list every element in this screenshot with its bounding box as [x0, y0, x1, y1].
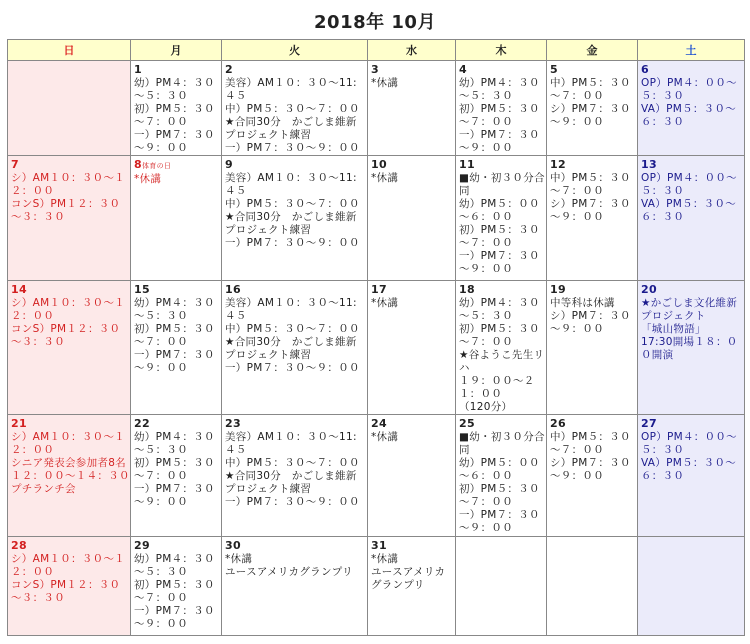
- day-number: 21: [11, 417, 27, 430]
- day-number: 24: [371, 417, 387, 430]
- day-cell-14[interactable]: [8, 281, 131, 415]
- schedule-entry: （120分）: [459, 401, 513, 413]
- schedule-entry: VA）PM５：３０～６：３０: [641, 457, 737, 482]
- day-number: 7: [11, 158, 19, 171]
- schedule-entry: 一）PM７：３０～９：００: [225, 496, 360, 508]
- day-number: 22: [134, 417, 150, 430]
- day-header: [371, 539, 455, 553]
- day-cell-4[interactable]: [456, 61, 547, 156]
- day-cell-25[interactable]: [456, 415, 547, 537]
- day-cell-28[interactable]: [8, 537, 131, 636]
- day-number: 9: [225, 158, 233, 171]
- schedule-entry: 中）PM５：３０～７：００: [550, 77, 631, 102]
- day-header: [550, 283, 637, 297]
- schedule-entry: シ）PM７：３０～９：００: [550, 310, 631, 335]
- day-cell-19[interactable]: [547, 281, 638, 415]
- day-cell-23[interactable]: [222, 415, 368, 537]
- schedule-entry: シ）PM７：３０～９：００: [550, 457, 631, 482]
- schedule-entry: 一）PM７：３０～９：００: [459, 129, 540, 154]
- schedule-entry: 一）PM７：３０～９：００: [134, 129, 215, 154]
- schedule-entry: １２：００～１４：３０プチランチ会: [11, 470, 130, 495]
- schedule-entry: 中）PM５：３０～７：００: [550, 172, 631, 197]
- schedule-entry: シニア発表会参加者8名: [11, 457, 126, 469]
- day-cell-20[interactable]: [638, 281, 745, 415]
- schedule-entry: 一）PM７：３０～９：００: [459, 250, 540, 275]
- day-header: [225, 283, 367, 297]
- day-number: 3: [371, 63, 379, 76]
- weekday-header-wed: 水: [368, 40, 456, 61]
- schedule-entry: 一）PM７：３０～９：００: [459, 509, 540, 534]
- day-number: 19: [550, 283, 566, 296]
- schedule-entry: 幼）PM４：３０～５：３０: [134, 431, 215, 456]
- day-header: [134, 283, 221, 297]
- schedule-entry: 一）PM７：３０～９：００: [225, 142, 360, 154]
- day-number: 28: [11, 539, 27, 552]
- day-cell-9[interactable]: [222, 156, 368, 281]
- day-header: [371, 63, 455, 77]
- schedule-entry: 初）PM５：３０～７：００: [459, 103, 540, 128]
- week-row: [8, 537, 745, 636]
- schedule-entry: 「城山物語」: [641, 323, 706, 335]
- day-cell-16[interactable]: [222, 281, 368, 415]
- schedule-entry: *休講: [371, 553, 399, 565]
- schedule-entry: 幼）PM４：３０～５：３０: [134, 297, 215, 322]
- day-cell-21[interactable]: [8, 415, 131, 537]
- day-cell-12[interactable]: [547, 156, 638, 281]
- day-cell-31[interactable]: [368, 537, 456, 636]
- day-header: [11, 539, 130, 553]
- schedule-entry: *休講: [134, 173, 162, 185]
- day-number: 16: [225, 283, 241, 296]
- day-cell-6[interactable]: [638, 61, 745, 156]
- week-row: [8, 281, 745, 415]
- day-number: 8: [134, 158, 142, 171]
- day-number: 15: [134, 283, 150, 296]
- schedule-entry: ★合同30分 かごしま維新プロジェクト練習: [225, 211, 357, 236]
- schedule-entry: 中）PM５：３０～７：００: [225, 323, 360, 335]
- day-header: [371, 158, 455, 172]
- weekday-header-row: [8, 40, 745, 61]
- day-number: 26: [550, 417, 566, 430]
- schedule-entry: 初）PM５：３０～７：００: [459, 483, 540, 508]
- day-number: 23: [225, 417, 241, 430]
- schedule-entry: シ）AM１０：３０～１２：００: [11, 553, 126, 578]
- day-cell-5[interactable]: [547, 61, 638, 156]
- day-number: 18: [459, 283, 475, 296]
- day-cell-22[interactable]: [131, 415, 222, 537]
- day-header: [134, 63, 221, 77]
- empty-day-cell: [456, 537, 547, 636]
- schedule-entry: ★合同30分 かごしま維新プロジェクト練習: [225, 336, 357, 361]
- schedule-entry: 幼）PM５：００～６：００: [459, 457, 540, 482]
- day-header: [11, 417, 130, 431]
- schedule-entry: 幼）PM４：３０～５：３０: [459, 297, 540, 322]
- weekday-header-sat: 土: [638, 40, 745, 61]
- schedule-entry: 美容）AM１０：３０～11:４５: [225, 297, 357, 322]
- schedule-entry: 初）PM５：３０～７：００: [134, 103, 215, 128]
- day-cell-27[interactable]: [638, 415, 745, 537]
- day-header: [225, 158, 367, 172]
- day-number: 1: [134, 63, 142, 76]
- schedule-entry: 中）PM５：３０～７：００: [225, 198, 360, 210]
- empty-day-cell: [8, 61, 131, 156]
- day-number: 11: [459, 158, 475, 171]
- day-cell-26[interactable]: [547, 415, 638, 537]
- schedule-entry: OP）PM４：００～５：３０: [641, 172, 737, 197]
- schedule-entry: VA）PM５：３０～６：３０: [641, 198, 737, 223]
- day-header: [641, 417, 744, 431]
- weekday-header-sun: 日: [8, 40, 131, 61]
- schedule-entry: OP）PM４：００～５：３０: [641, 77, 737, 102]
- schedule-entry: シ）AM１０：３０～１２：００: [11, 297, 126, 322]
- schedule-entry: 美容）AM１０：３０～11:４５: [225, 172, 357, 197]
- day-number: 30: [225, 539, 241, 552]
- schedule-entry: 初）PM５：３０～７：００: [459, 323, 540, 348]
- day-header: [459, 63, 546, 77]
- empty-day-cell: [638, 537, 745, 636]
- schedule-entry: 一）PM７：３０～９：００: [134, 605, 215, 630]
- schedule-entry: １９：００～２１：００: [459, 375, 535, 400]
- day-cell-10[interactable]: [368, 156, 456, 281]
- schedule-entry: ★合同30分 かごしま維新プロジェクト練習: [225, 470, 357, 495]
- day-header: [371, 417, 455, 431]
- schedule-entry: *休講: [371, 77, 399, 89]
- day-header: [550, 417, 637, 431]
- day-cell-29[interactable]: [131, 537, 222, 636]
- weekday-header-mon: 月: [131, 40, 222, 61]
- day-number: 29: [134, 539, 150, 552]
- day-number: 5: [550, 63, 558, 76]
- schedule-entry: VA）PM５：３０～６：３０: [641, 103, 737, 128]
- day-number: 4: [459, 63, 467, 76]
- schedule-entry: 初）PM５：３０～７：００: [134, 323, 215, 348]
- day-cell-30[interactable]: [222, 537, 368, 636]
- day-header: [459, 158, 546, 172]
- schedule-entry: ★谷ようこ先生リハ: [459, 349, 545, 374]
- schedule-entry: シ）PM７：３０～９：００: [550, 198, 631, 223]
- day-header: [550, 63, 637, 77]
- day-header: [225, 417, 367, 431]
- schedule-entry: ★かごしま文化維新プロジェクト: [641, 297, 738, 322]
- schedule-entry: 17:30開場１８：００開演: [641, 336, 738, 361]
- weekday-header-tue: 火: [222, 40, 368, 61]
- day-header: [11, 158, 130, 172]
- schedule-entry: 中）PM５：３０～７：００: [225, 457, 360, 469]
- day-cell-17[interactable]: [368, 281, 456, 415]
- day-header: [225, 539, 367, 553]
- schedule-entry: 幼）PM４：３０～５：３０: [134, 553, 215, 578]
- day-header: [134, 539, 221, 553]
- schedule-entry: *休講: [225, 553, 253, 565]
- day-number: 10: [371, 158, 387, 171]
- schedule-entry: *休講: [371, 297, 399, 309]
- day-header: [225, 63, 367, 77]
- schedule-entry: 一）PM７：３０～９：００: [225, 237, 360, 249]
- day-header: [641, 283, 744, 297]
- schedule-entry: ユースアメリカグランプリ: [371, 566, 446, 591]
- schedule-entry: ユースアメリカグランプリ: [225, 566, 353, 578]
- schedule-entry: シ）PM７：３０～９：００: [550, 103, 631, 128]
- day-header: [641, 158, 744, 172]
- schedule-entry: 幼）PM４：３０～５：３０: [134, 77, 215, 102]
- schedule-entry: OP）PM４：００～５：３０: [641, 431, 737, 456]
- schedule-entry: *休講: [371, 172, 399, 184]
- schedule-entry: シ）AM１０：３０～１２：００: [11, 431, 126, 456]
- holiday-name: 体育の日: [141, 162, 172, 170]
- day-number: 31: [371, 539, 387, 552]
- schedule-entry: コンS）PM１２：３０～３：３０: [11, 198, 121, 223]
- schedule-entry: シ）AM１０：３０～１２：００: [11, 172, 126, 197]
- schedule-entry: 一）PM７：３０～９：００: [225, 362, 360, 374]
- schedule-entry: ■幼・初３０分合同: [459, 172, 545, 197]
- day-number: 13: [641, 158, 657, 171]
- day-header: [641, 63, 744, 77]
- schedule-entry: 中）PM５：３０～７：００: [550, 431, 631, 456]
- day-number: 20: [641, 283, 657, 296]
- day-cell-7[interactable]: [8, 156, 131, 281]
- calendar-body: [8, 61, 745, 636]
- day-cell-13[interactable]: [638, 156, 745, 281]
- day-cell-2[interactable]: [222, 61, 368, 156]
- day-header: [11, 283, 130, 297]
- schedule-entry: 美容）AM１０：３０～11:４５: [225, 431, 357, 456]
- schedule-entry: ■幼・初３０分合同: [459, 431, 545, 456]
- day-cell-11[interactable]: [456, 156, 547, 281]
- schedule-entry: 一）PM７：３０～９：００: [134, 349, 215, 374]
- schedule-entry: 初）PM５：３０～７：００: [134, 457, 215, 482]
- week-row: [8, 156, 745, 281]
- empty-day-cell: [547, 537, 638, 636]
- day-number: 6: [641, 63, 649, 76]
- schedule-entry: 美容）AM１０：３０～11:４５: [225, 77, 357, 102]
- day-number: 27: [641, 417, 657, 430]
- schedule-entry: *休講: [371, 431, 399, 443]
- day-header: [459, 417, 546, 431]
- day-number: 25: [459, 417, 475, 430]
- day-cell-3[interactable]: [368, 61, 456, 156]
- day-number: 12: [550, 158, 566, 171]
- schedule-entry: 中等科は休講: [550, 297, 615, 309]
- day-number: 14: [11, 283, 27, 296]
- schedule-entry: ★合同30分 かごしま維新プロジェクト練習: [225, 116, 357, 141]
- schedule-entry: 初）PM５：３０～７：００: [459, 224, 540, 249]
- schedule-entry: 一）PM７：３０～９：００: [134, 483, 215, 508]
- day-header: [459, 283, 546, 297]
- schedule-entry: コンS）PM１２：３０～３：３０: [11, 579, 121, 604]
- day-header: [134, 417, 221, 431]
- schedule-entry: 初）PM５：３０～７：００: [134, 579, 215, 604]
- month-calendar: [7, 39, 745, 636]
- day-cell-18[interactable]: [456, 281, 547, 415]
- weekday-header-thu: 木: [456, 40, 547, 61]
- day-header: [371, 283, 455, 297]
- day-cell-24[interactable]: [368, 415, 456, 537]
- day-header: [550, 158, 637, 172]
- week-row: [8, 415, 745, 537]
- calendar-title: 2018年 10月: [314, 12, 436, 33]
- schedule-entry: コンS）PM１２：３０～３：３０: [11, 323, 121, 348]
- day-header: [134, 158, 221, 173]
- week-row: [8, 61, 745, 156]
- day-number: 17: [371, 283, 387, 296]
- weekday-header-fri: 金: [547, 40, 638, 61]
- day-number: 2: [225, 63, 233, 76]
- schedule-entry: 中）PM５：３０～７：００: [225, 103, 360, 115]
- day-cell-15[interactable]: [131, 281, 222, 415]
- day-cell-1[interactable]: [131, 61, 222, 156]
- schedule-entry: 幼）PM４：３０～５：３０: [459, 77, 540, 102]
- schedule-entry: 幼）PM５：００～６：００: [459, 198, 540, 223]
- day-cell-8[interactable]: [131, 156, 222, 281]
